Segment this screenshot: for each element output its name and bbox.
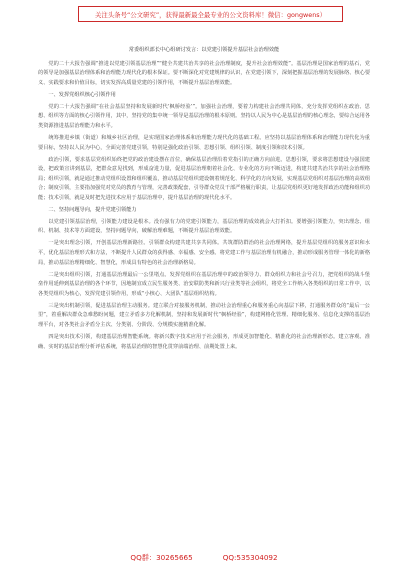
- promo-banner: [78, 6, 343, 22]
- document-title: 常委组织部长中心组研讨发言：以党建引领提升基层社会治理效能: [128, 47, 280, 53]
- paragraph: 四是突出技术引领，构建基层治理智能系统。将新兴数字技术应用于社会服务，形成更加智能化、精准化的社会治理新形态。建立客观、准确、实时的基层治理分析评估系统，将基层治理的智慧化贯穿前端治理、前期处置上来。: [38, 333, 370, 350]
- paragraph: 以党建引领基层治理，引领能力建设是根本。没有强有力的党建引领能力，基层治理的成效就会大打折扣。要增强引领能力，突出理念、组织、机制、技术等方面建设，坚持问题导向，破解治理难题，不断提升基层治理效能。: [38, 218, 370, 235]
- footer-qq-group: QQ群：30265665: [130, 553, 193, 562]
- paragraph: 党的二十大报告强调“推进以党建引领基层治理”“健全共建共治共享的社会治理制度，提升社会治理效能”。基层治理是国家治理的基石，党的领导是加强基层治理体系和治理能力现代化的根本保证。要不断深化对党建规律的认识，在党建引领下，深刻把握基层治理的发展脉络、核心要义、实践要求和价值目标，切实发挥高质量党建的引领作用，不断提升基层治理效能。: [38, 60, 371, 86]
- footer-qq-contact: QQ:535304092: [222, 553, 278, 562]
- paragraph: 统筹推进乡镇（街道）和城乡社区治理，是实现国家治理体系和治理能力现代化的基础工程。应坚持以基层治理体系和治理能力现代化为重要目标，坚持以人民为中心，全面完善党建引领，特别是强化政治引领、思想引领、组织引领、制度引领和技术引领。: [38, 134, 370, 151]
- promo-banner-text: 关注头条号“公文研究”，获得最新最全最专业的公文资料库！微信：gongwens）: [95, 10, 326, 19]
- paragraph: 三是突出机制引领，促进基层治理主动服务。建立联合对接服务机制，推动社会治理重心和服务重心向基层下移，打通服务群众的“最后一公里”，着重解决群众急难愁盼问题，建立矛盾多方化解机制，坚持和发展新时代“枫桥经验”，构建网格化管理、精细化服务、信息化支撑的基层治理平台，对各类社会矛盾分主次、分类别、分阶段、分规模实施精准化解。: [38, 302, 370, 328]
- section-heading: 二、坚持问题导向，提升党建引领能力: [48, 206, 137, 213]
- section-heading: 一、发挥党组织核心引领作用: [48, 91, 116, 98]
- paragraph: 政治引领，要求基层党组织始终把党的政治建设摆在首位，确保基层治理沿着党指引的正确方向前进。思想引领，要求将思想建设与强国建设，把政策宣讲到基层，把群众意见找到，形成奋进力量，促进基层治理朝着社会化、专业化的方向不断迈进，构建共建共治共享的社会治理格局；组织引领，就是通过推动党组织设置和组织覆盖，推动基层党组织建设朝着规范化、科学化的方向发展，实现基层党组织对基层治理的高效组合；制度引领，主要指加强党对党员的教育与管理，完善政策配套，引导群众党员干部严格履行职责，让基层党组织更好地发挥政治功能和组织功能；技术引领，就是及时把先进技术应用于基层治理中，提升基层治理的现代化水平。: [38, 156, 371, 201]
- document-body: [38, 46, 370, 355]
- paragraph: 一是突出理念引领，开创基层治理新路径。引领群众构建共建共享共同体。共筑群防群治的社会治理网络，提升基层党组织的服务意识和水平，优化基层治理形式和方法，不断提升人民群众的获得感、幸福感、安全感。将党建工作与基层治理有机融合，推动形成服务管理一体化的新格局，推动基层治理精细化、智慧化，形成具有特色的社会治理新格局。: [38, 240, 371, 266]
- paragraph: 党的二十大报告强调“在社会基层坚持和发展新时代‘枫桥经验’”。加强社会治理，要着力构建社会治理共同体，充分发挥党组织在政治、思想、组织等方面的核心引领作用，其中，坚持党的集中统一领导是基层治理的根本原则。坚持以人民为中心是基层治理的核心理念，要综合运用各类资源推进基层治理能力和水平。: [38, 103, 371, 129]
- footer: [0, 553, 408, 563]
- paragraph: 二是突出组织引领，打通基层治理最后一公里堵点。发挥党组织在基层治理中的政治领导力、群众组织力和社会号召力，把党组织的战斗堡垒作用延伸到基层治理的各个环节，因地制宜成立民生服务类、治安联防类和新兴行业类等社会组织，将党全工作纳入各类组织的日常工作中，以各类党组织为核心，发挥党建引领作用，形成“小核心、大团队”基层组织结构。: [38, 271, 371, 297]
